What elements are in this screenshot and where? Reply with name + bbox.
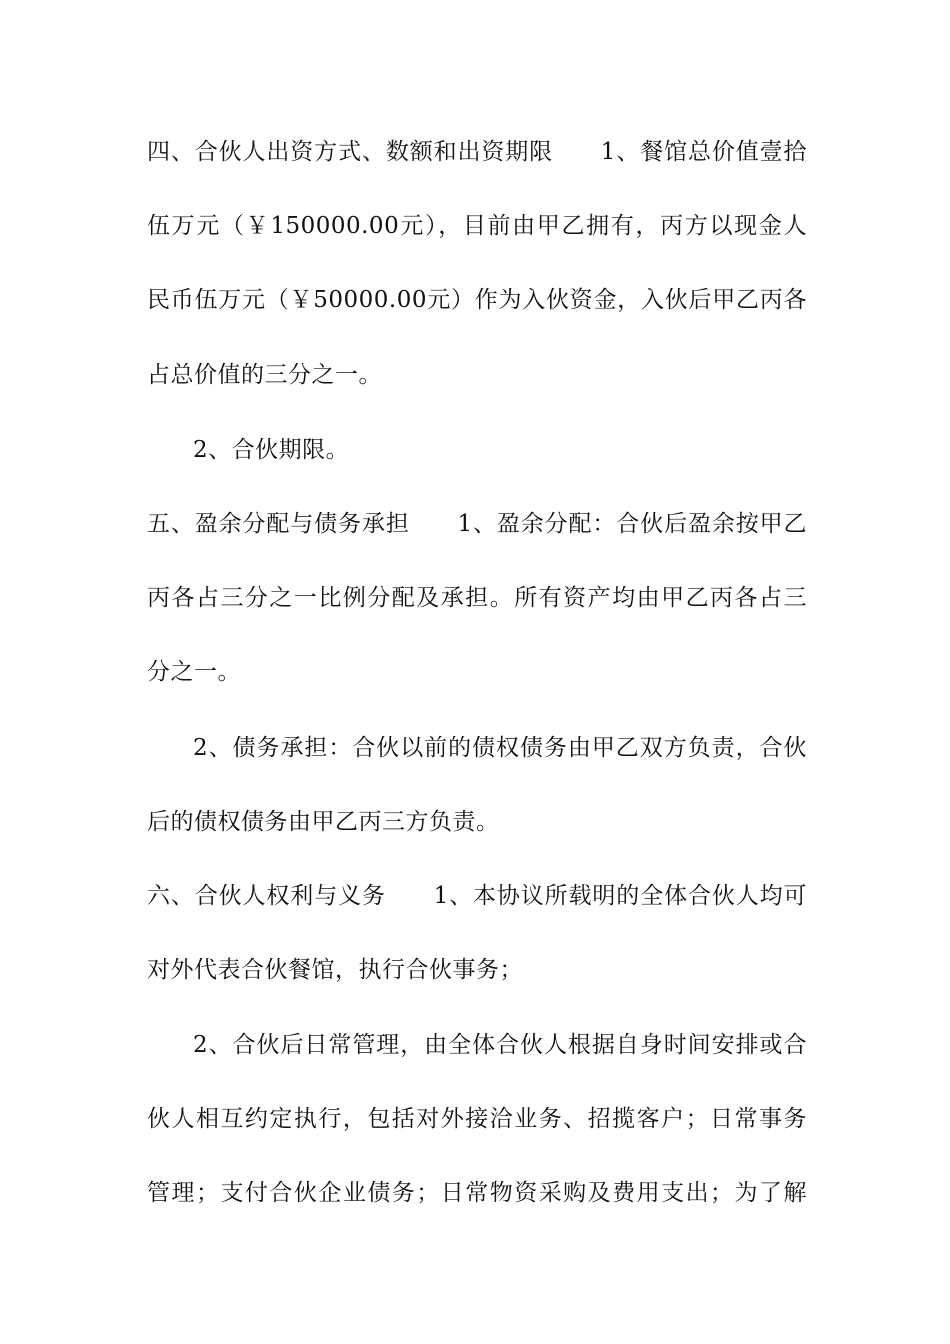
- text-line-15: 管理；支付合伙企业债务；日常物资采购及费用支出；为了解: [147, 1180, 807, 1206]
- text-line-7: 丙各占三分之一比例分配及承担。所有资产均由甲乙丙各占三: [147, 585, 807, 611]
- text-line-6: 五、盈余分配与债务承担 1、盈余分配：合伙后盈余按甲乙: [147, 511, 807, 537]
- text-line-14: 伙人相互约定执行，包括对外接洽业务、招揽客户；日常事务: [147, 1106, 807, 1132]
- text-line-1: 四、合伙人出资方式、数额和出资期限 1、餐馆总价值壹拾: [147, 139, 807, 165]
- text-line-9: 2、债务承担：合伙以前的债权债务由甲乙双方负责，合伙: [193, 735, 807, 761]
- text-line-5: 2、合伙期限。: [193, 437, 350, 463]
- text-line-12: 对外代表合伙餐馆，执行合伙事务；: [147, 957, 523, 983]
- text-line-3: 民币伍万元（￥50000.00元）作为入伙资金，入伙后甲乙丙各: [147, 287, 807, 313]
- text-line-11: 六、合伙人权利与义务 1、本协议所载明的全体合伙人均可: [147, 883, 807, 909]
- text-line-10: 后的债权债务由甲乙丙三方负责。: [147, 809, 500, 835]
- text-line-2: 伍万元（￥150000.00元），目前由甲乙拥有，丙方以现金人: [147, 213, 807, 239]
- text-line-13: 2、合伙后日常管理，由全体合伙人根据自身时间安排或合: [193, 1032, 807, 1058]
- text-line-8: 分之一。: [147, 659, 241, 685]
- text-line-4: 占总价值的三分之一。: [147, 362, 382, 388]
